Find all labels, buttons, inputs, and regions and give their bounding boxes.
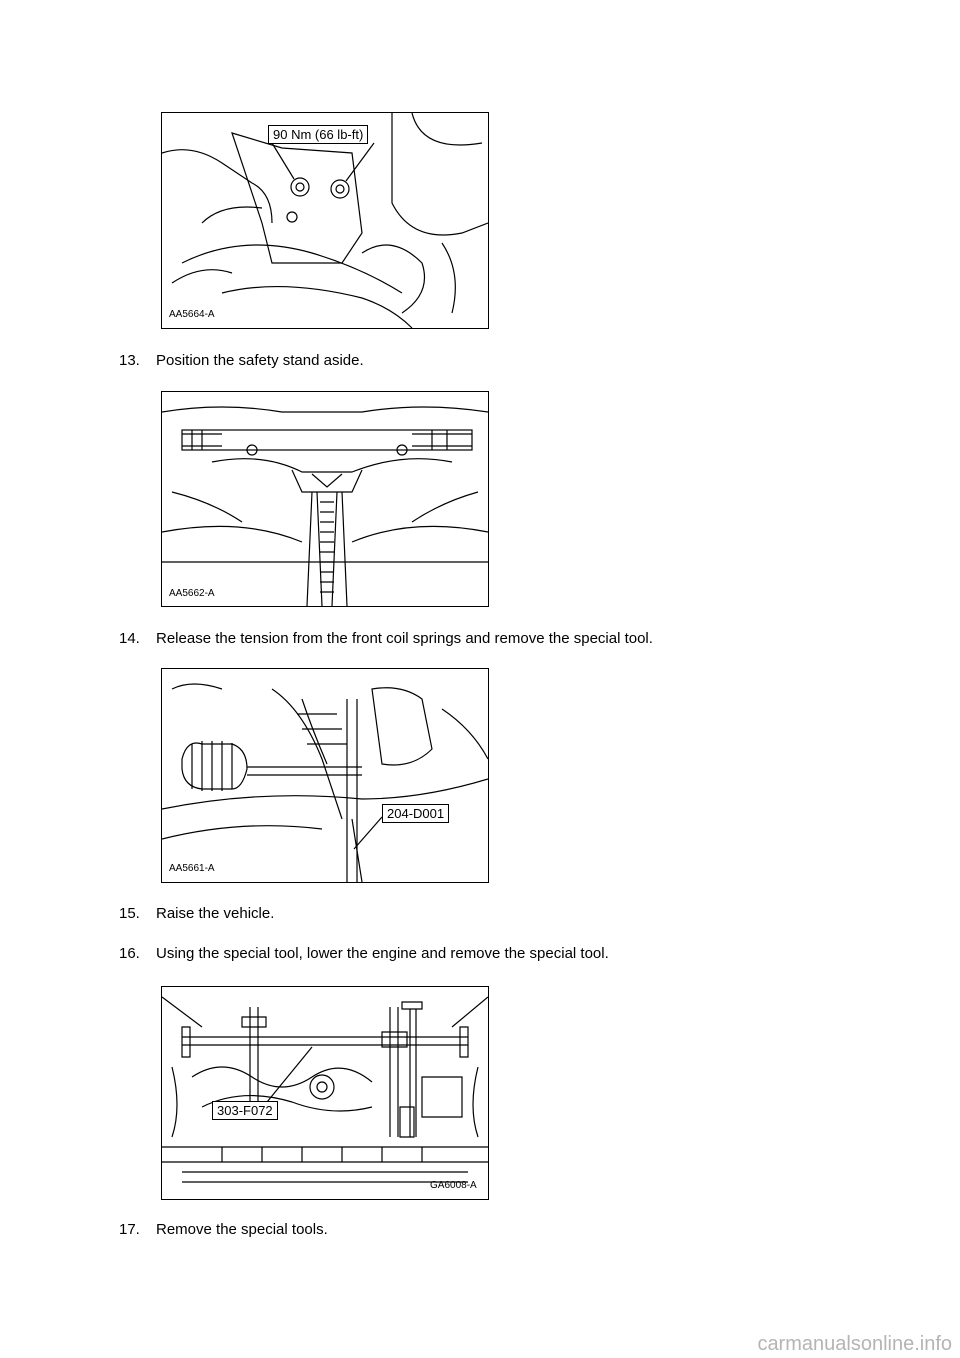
step-number: 15. <box>119 905 140 922</box>
engine-support-illustration <box>162 987 488 1199</box>
step-text: Using the special tool, lower the engine and remove the special tool. <box>156 945 609 962</box>
step-number: 17. <box>119 1221 140 1238</box>
step-17 <box>119 1221 328 1238</box>
step-16 <box>119 945 609 962</box>
figure-id-label: GA6008-A <box>430 1180 477 1191</box>
step-15 <box>119 905 274 922</box>
figure-aa5662 <box>161 391 489 607</box>
step-text: Position the safety stand aside. <box>156 352 364 369</box>
figure-id-label: AA5661-A <box>169 863 215 874</box>
step-number: 16. <box>119 945 140 962</box>
step-text: Raise the vehicle. <box>156 905 275 922</box>
tool-callout: 204-D001 <box>382 804 449 823</box>
watermark: carmanualsonline.info <box>757 1333 952 1355</box>
step-14 <box>119 630 653 647</box>
torque-callout: 90 Nm (66 lb-ft) <box>268 125 368 144</box>
step-number: 13. <box>119 352 140 369</box>
figure-aa5661 <box>161 668 489 883</box>
step-text: Release the tension from the front coil springs and remove the special tool. <box>156 630 653 647</box>
tool-callout: 303-F072 <box>212 1101 278 1120</box>
figure-id-label: AA5662-A <box>169 588 215 599</box>
step-13 <box>119 352 364 369</box>
coil-spring-tool-illustration <box>162 669 488 882</box>
figure-id-label: AA5664-A <box>169 309 215 320</box>
figure-aa5664 <box>161 112 489 329</box>
step-text: Remove the special tools. <box>156 1221 328 1238</box>
bracket-illustration <box>162 113 488 328</box>
step-number: 14. <box>119 630 140 647</box>
figure-ga6008 <box>161 986 489 1200</box>
safety-stand-illustration <box>162 392 488 606</box>
